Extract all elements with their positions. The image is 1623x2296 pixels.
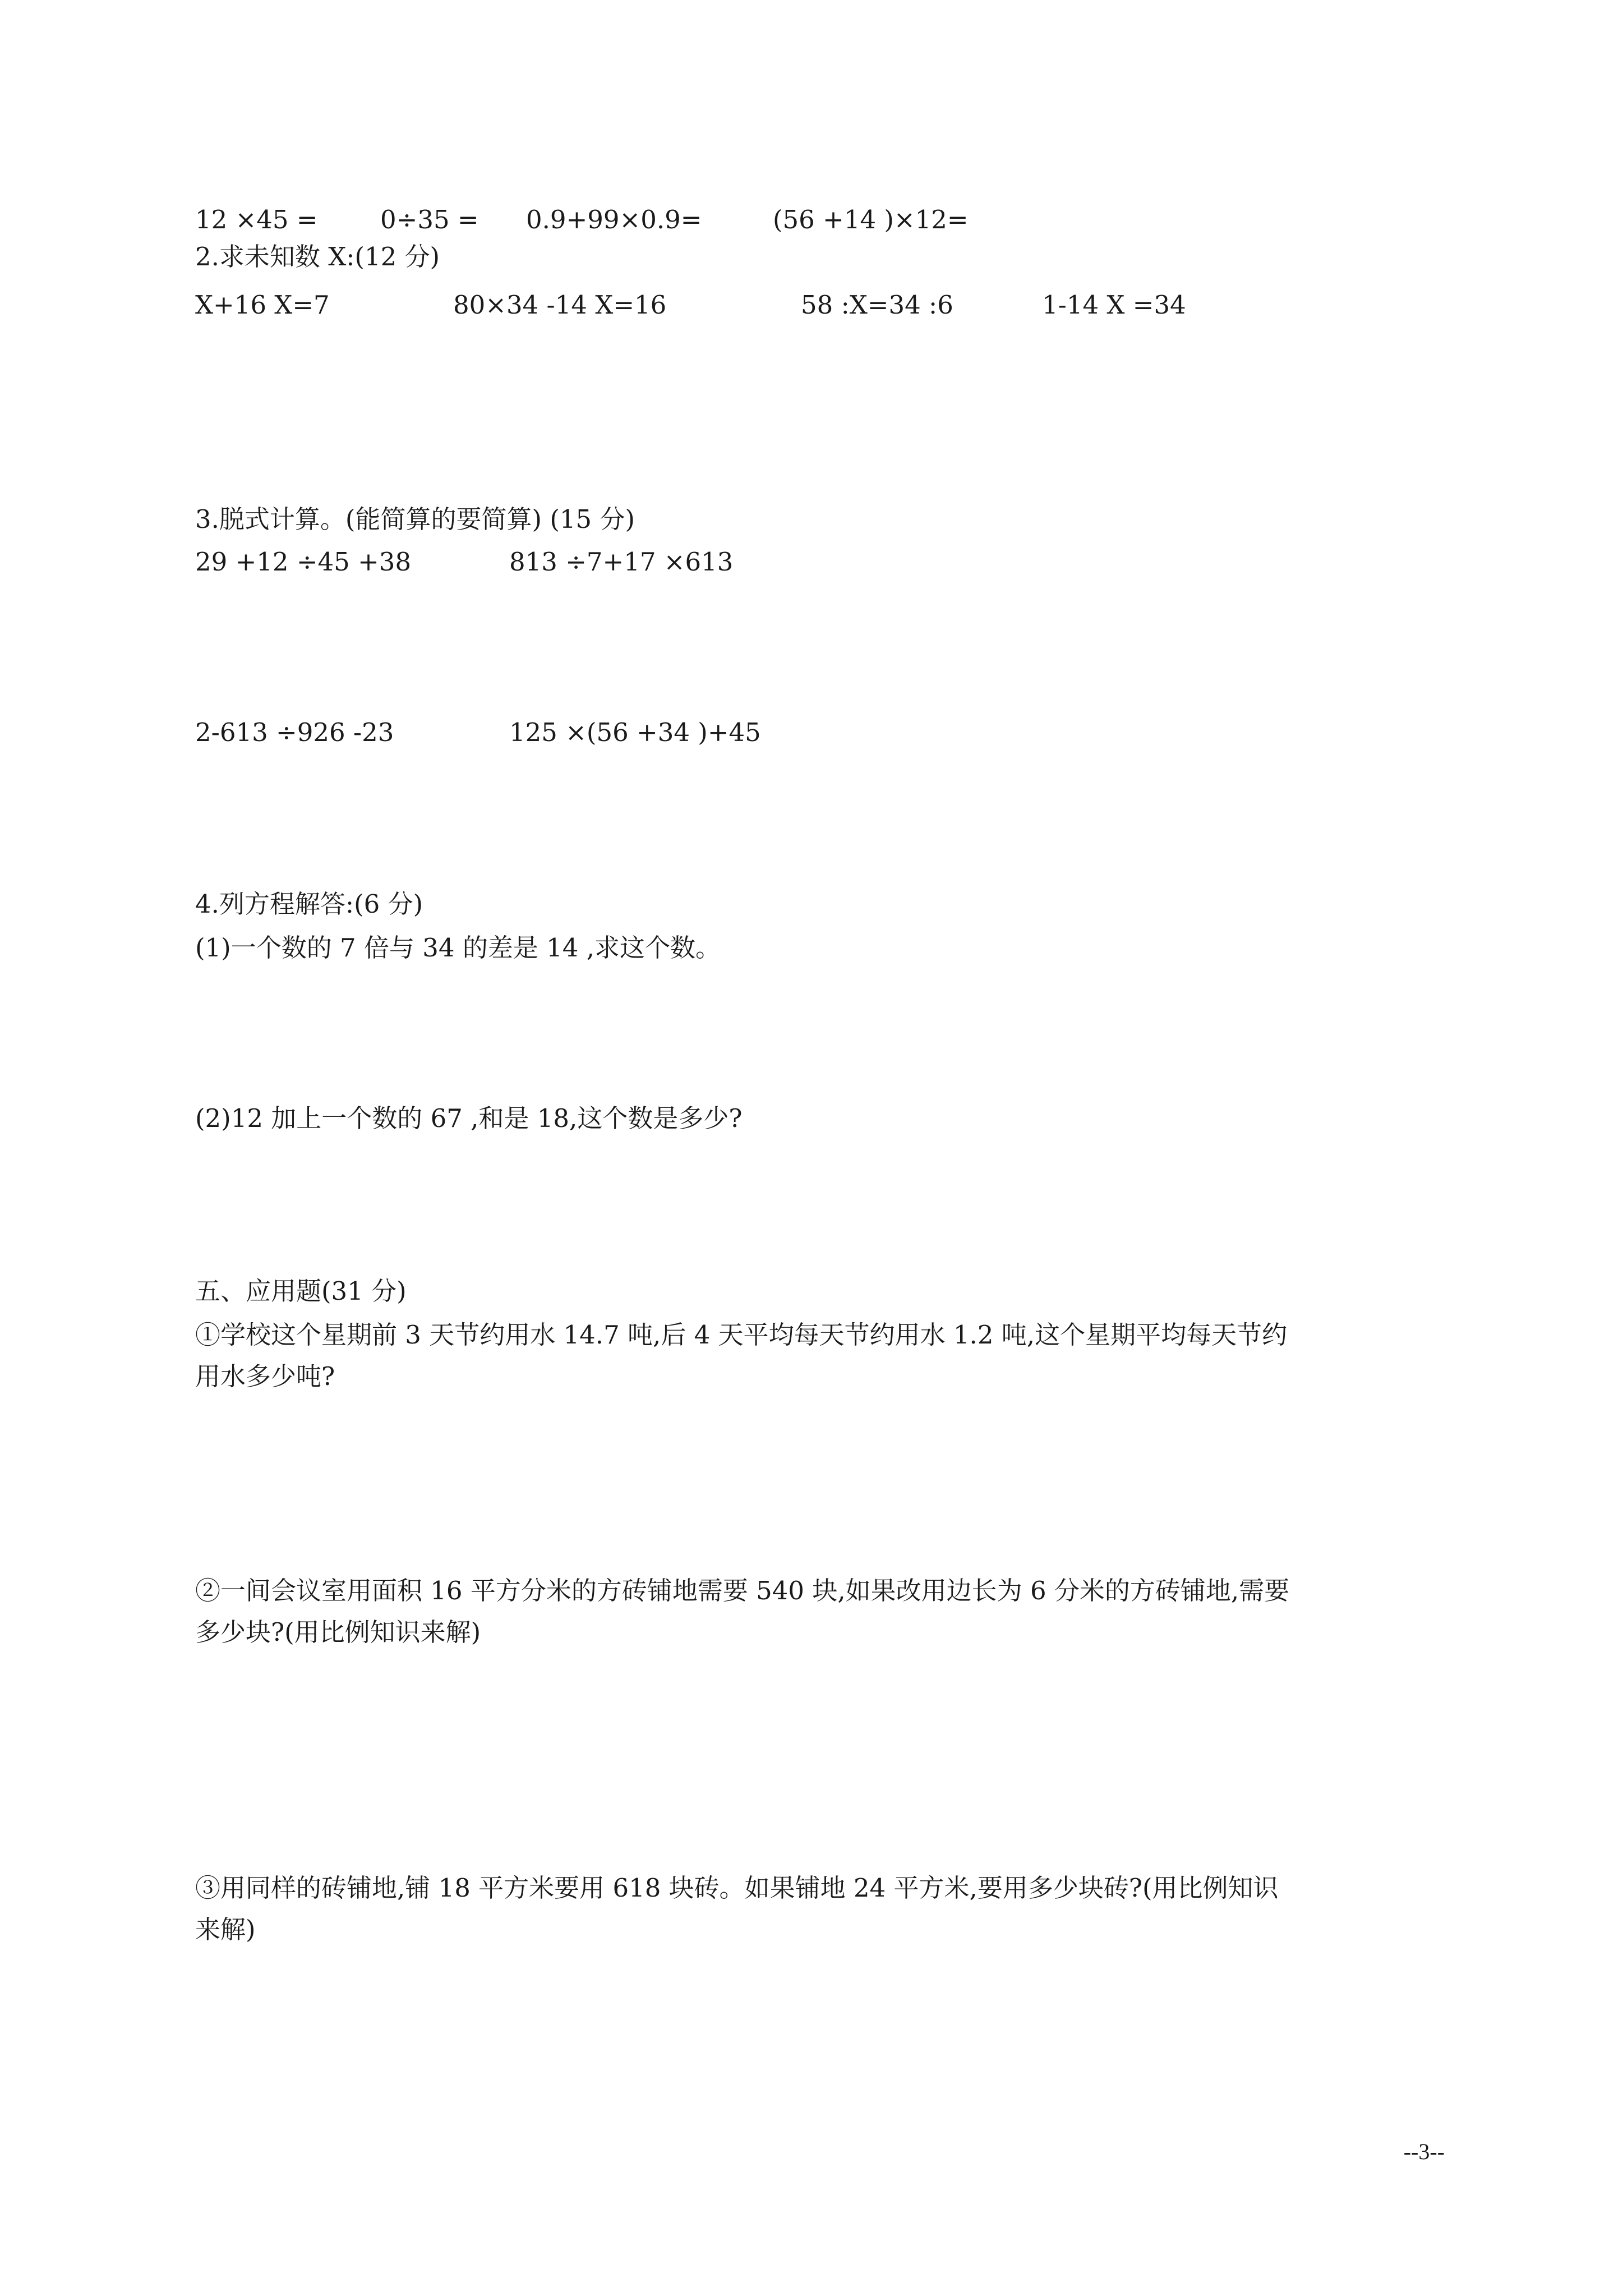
q3-item-1: 29 +12 ÷45 +38 xyxy=(195,547,412,577)
app-problem-1-line2: 用水多少吨? xyxy=(195,1361,335,1391)
app-problem-2-line2: 多少块?(用比例知识来解) xyxy=(195,1617,481,1647)
oral-item-2: 0÷35 = xyxy=(380,205,479,234)
page-number: --3-- xyxy=(1403,2139,1445,2164)
app-problem-3-line2: 来解) xyxy=(195,1915,256,1944)
app-problem-2-line1: ②一间会议室用面积 16 平方分米的方砖铺地需要 540 块,如果改用边长为 6 分米的方砖铺地,需要 xyxy=(195,1576,1290,1605)
q2-item-2: 80×34 -14 X=16 xyxy=(453,290,667,320)
q2-heading: 2.求未知数 X:(12 分) xyxy=(195,242,440,272)
q2-item-4: 1-14 X =34 xyxy=(1042,290,1186,320)
q2-item-3: 58 :X=34 :6 xyxy=(801,290,953,320)
oral-item-4: (56 +14 )×12= xyxy=(773,205,969,234)
oral-item-1: 12 ×45 = xyxy=(195,205,318,234)
q4-problem-2: (2)12 加上一个数的 67 ,和是 18,这个数是多少? xyxy=(195,1103,743,1133)
q3-item-3: 2-613 ÷926 -23 xyxy=(195,717,394,747)
oral-item-3: 0.9+99×0.9= xyxy=(526,205,702,234)
q3-item-4: 125 ×(56 +34 )+45 xyxy=(509,717,761,747)
q2-item-1: X+16 X=7 xyxy=(195,290,330,320)
q3-heading: 3.脱式计算。(能简算的要简算) (15 分) xyxy=(195,504,635,534)
app-problem-1-line1: ①学校这个星期前 3 天节约用水 14.7 吨,后 4 天平均每天节约用水 1.2 吨,这个星期平均每天节约 xyxy=(195,1320,1288,1350)
q4-problem-1: (1)一个数的 7 倍与 34 的差是 14 ,求这个数。 xyxy=(195,933,721,963)
q4-heading: 4.列方程解答:(6 分) xyxy=(195,889,423,919)
app-problem-3-line1: ③用同样的砖铺地,铺 18 平方米要用 618 块砖。如果铺地 24 平方米,要用多少块砖?(用比例知识 xyxy=(195,1873,1279,1903)
section5-heading: 五、应用题(31 分) xyxy=(195,1276,407,1306)
q3-item-2: 813 ÷7+17 ×613 xyxy=(509,547,734,577)
